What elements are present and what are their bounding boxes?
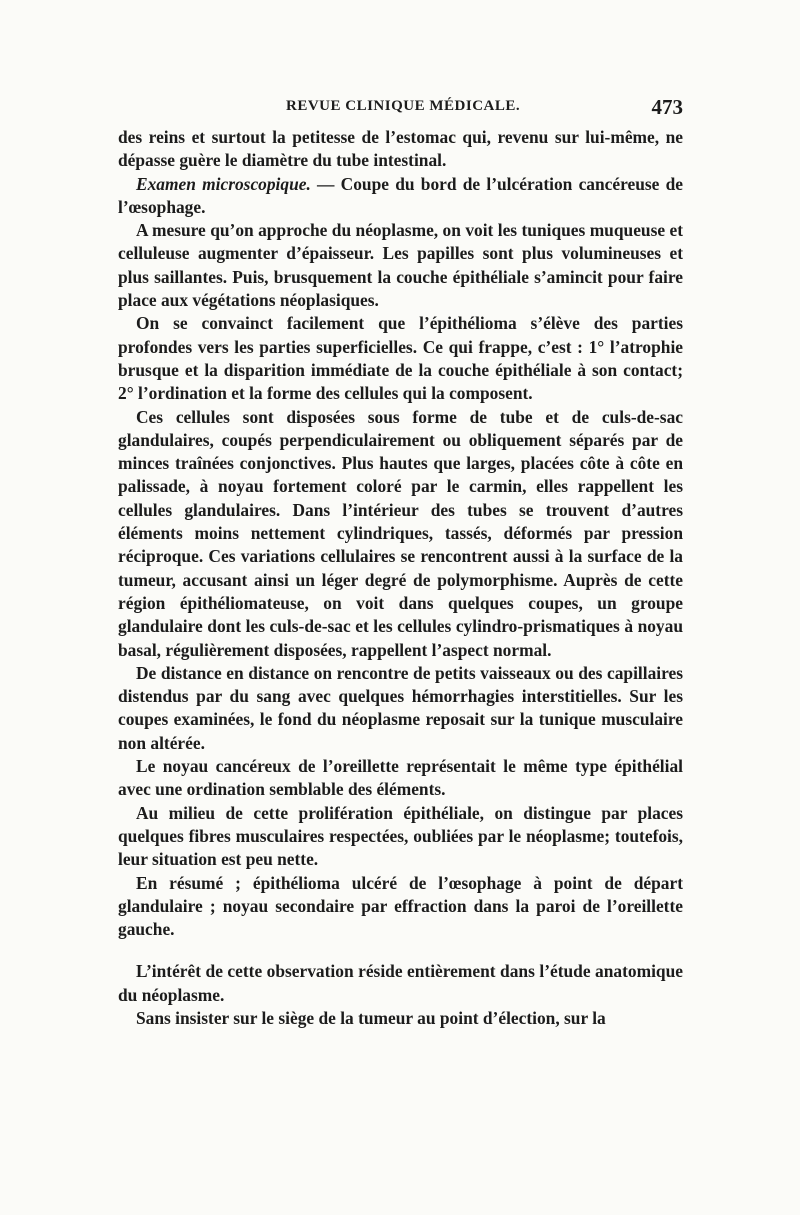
running-title: REVUE CLINIQUE MÉDICALE. [286,98,521,114]
paragraph-7: Le noyau cancéreux de l’oreillette représentait le même type épithélial avec une ordination semblable des éléments. [118,756,683,800]
paragraph-3: A mesure qu’on approche du néoplasme, on voit les tuniques muqueuse et celluleuse augmenter d’épaisseur. Les papilles sont plus volumineuses et plus saillantes. Puis, brusquement la couche épithéliale s’amincit pour faire place aux végétations néoplasiques. [118,220,683,311]
paragraph-10: L’intérêt de cette observation réside entièrement dans l’étude anatomique du néoplasme. [118,961,683,1005]
paragraph-2 [118,173,683,220]
section-label: Examen microscopique. [136,173,311,194]
paragraph-1: des reins et surtout la petitesse de l’estomac qui, revenu sur lui-même, ne dépasse guère le diamètre du tube intestinal. [118,127,683,171]
paragraph-11: Sans insister sur le siège de la tumeur au point d’élection, sur la [136,1007,606,1028]
paragraph-9: En résumé ; épithélioma ulcéré de l’œsophage à point de départ glandulaire ; noyau secondaire par effraction dans la paroi de l’oreillette gauche. [118,872,683,940]
page-header [118,95,683,128]
paragraph-6: De distance en distance on rencontre de petits vaisseaux ou des capillaires distendus par du sang avec quelques hémorrhagies interstitielles. Sur les coupes examinées, le fond du néoplasme reposait sur la tunique musculaire non altérée. [118,662,683,753]
paragraph-4: On se convainct facilement que l’épithélioma s’élève des parties profondes vers les parties superficielles. Ce qui frappe, c’est : 1° l’atrophie brusque et la disparition immédiate de la couche épithéliale à son contact; 2° l’ordination et la forme des cellules qui la composent. [118,313,683,404]
page-number: 473 [651,95,683,119]
paragraph-2-text: — Coupe du bord de l’ulcération cancéreuse de l’œsophage. [118,173,683,217]
paragraph-5: Ces cellules sont disposées sous forme de tube et de culs-de-sac glandulaires, coupés perpendiculairement ou obliquement séparés par de minces traînées conjonctives. Plus hautes que larges, placées côte à côte en palissade, à noyau fortement coloré par le carmin, elles rappellent les cellules glandulaires. Dans l’intérieur des tubes se trouvent d’autres éléments moins nettement cylindriques, tassés, déformés par pression réciproque. Ces variations cellulaires se rencontrent aussi à la surface de la tumeur, accusant ainsi un léger degré de polymorphisme. Auprès de cette région épithéliomateuse, on voit dans quelques coupes, un groupe glandulaire dont les culs-de-sac et les cellules cylindro-prismatiques à noyau basal, régulièrement disposées, rappellent l’aspect normal. [118,406,683,660]
paragraph-8: Au milieu de cette prolifération épithéliale, on distingue par places quelques fibres musculaires respectées, oubliées par le néoplasme; toutefois, leur situation est peu nette. [118,802,683,870]
body-text [118,126,683,1030]
